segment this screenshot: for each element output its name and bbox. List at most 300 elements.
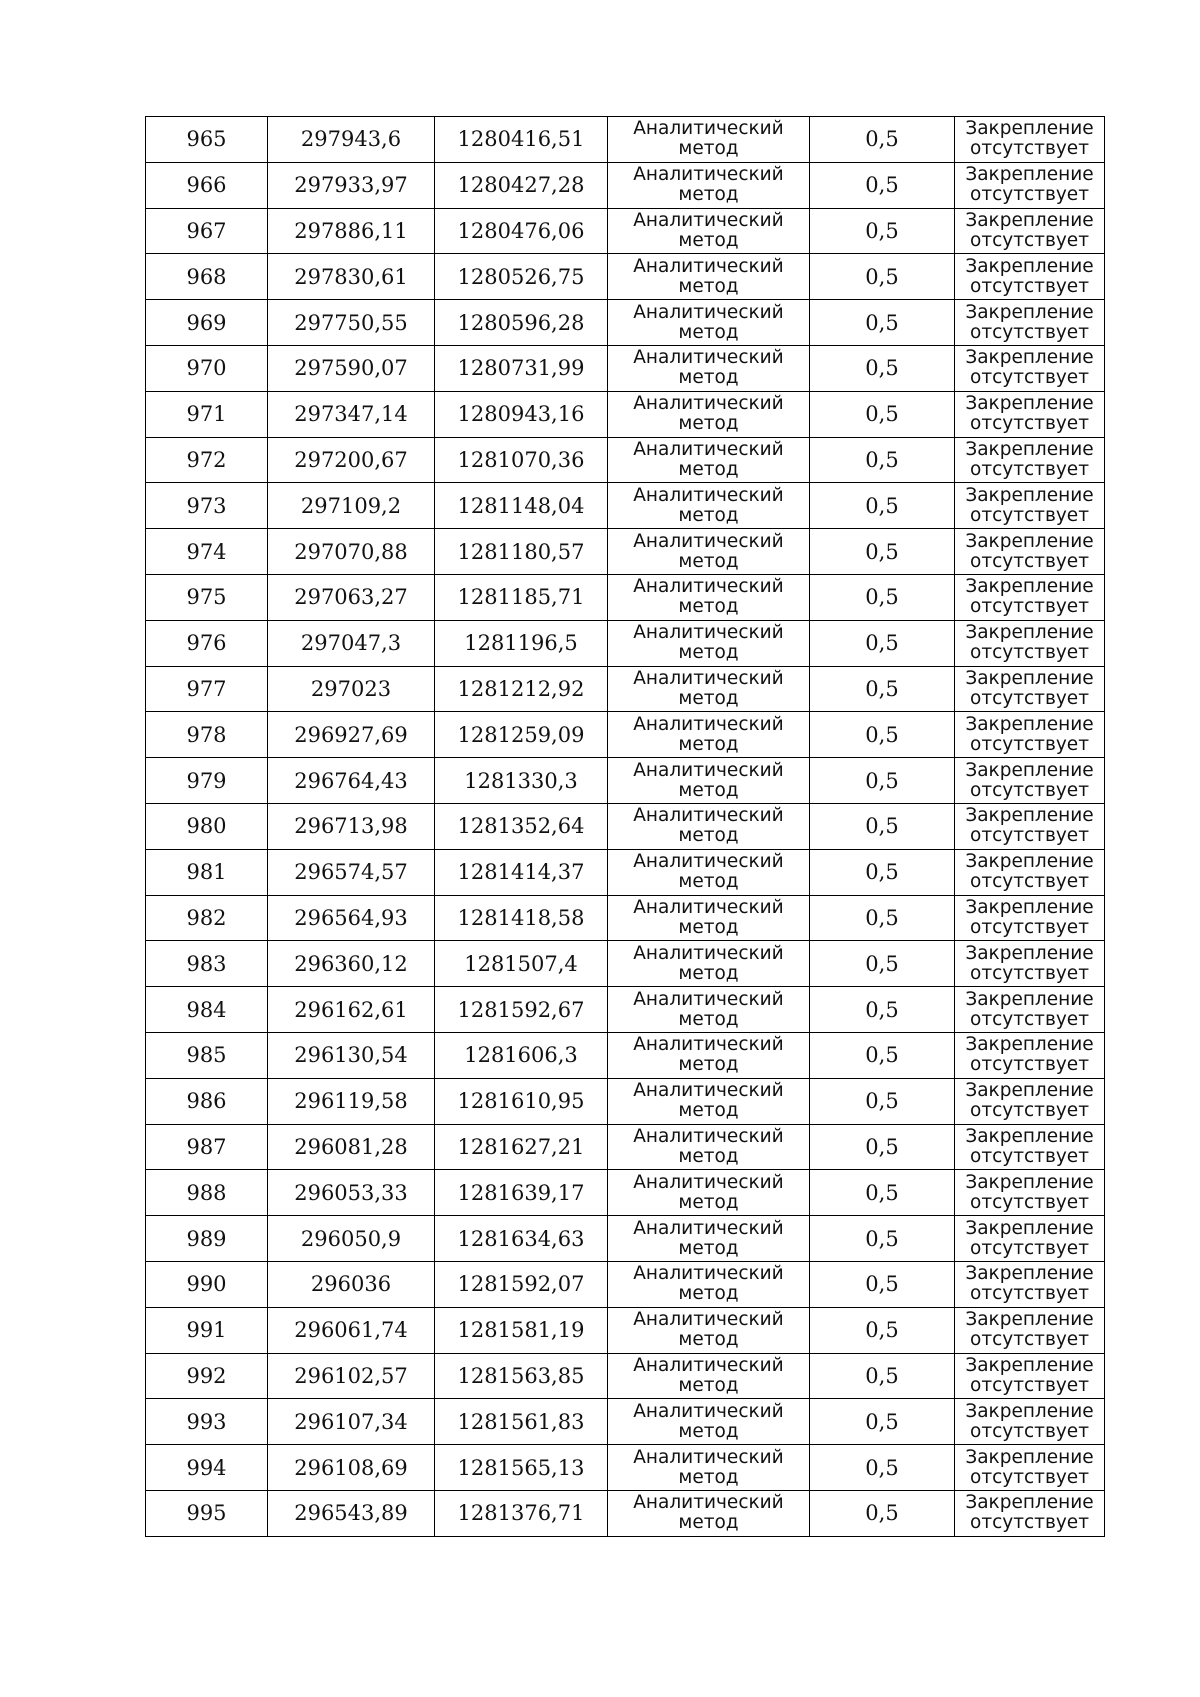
fixing-line-1: Закрепление xyxy=(965,484,1094,506)
x-coordinate-cell: 297590,07 xyxy=(268,345,435,391)
accuracy-cell: 0,5 xyxy=(810,300,955,346)
method-cell xyxy=(608,117,810,163)
method-cell xyxy=(608,1216,810,1262)
method-line-1: Аналитический xyxy=(633,164,784,186)
fixing-line-2: отсутствует xyxy=(970,413,1089,435)
method-line-1: Аналитический xyxy=(633,576,784,598)
table-row xyxy=(146,162,1105,208)
fixing-line-2: отсутствует xyxy=(970,321,1089,343)
method-cell xyxy=(608,849,810,895)
fixing-line-1: Закрепление xyxy=(965,851,1094,873)
fixing-cell xyxy=(955,1078,1105,1124)
method-line-1: Аналитический xyxy=(633,805,784,827)
method-cell xyxy=(608,1445,810,1491)
fixing-line-2: отсутствует xyxy=(970,1374,1089,1396)
y-coordinate-cell: 1281376,71 xyxy=(435,1490,608,1536)
x-coordinate-cell: 296107,34 xyxy=(268,1399,435,1445)
method-cell xyxy=(608,574,810,620)
fixing-line-2: отсутствует xyxy=(970,1329,1089,1351)
method-line-1: Аналитический xyxy=(633,1263,784,1285)
y-coordinate-cell: 1281606,3 xyxy=(435,1032,608,1078)
y-coordinate-cell: 1281639,17 xyxy=(435,1170,608,1216)
table-row xyxy=(146,1490,1105,1536)
y-coordinate-cell: 1281561,83 xyxy=(435,1399,608,1445)
fixing-cell xyxy=(955,162,1105,208)
table-row xyxy=(146,849,1105,895)
method-line-1: Аналитический xyxy=(633,851,784,873)
method-cell xyxy=(608,758,810,804)
fixing-line-2: отсутствует xyxy=(970,1008,1089,1030)
method-cell xyxy=(608,162,810,208)
point-number-cell: 967 xyxy=(146,208,268,254)
method-line-1: Аналитический xyxy=(633,301,784,323)
accuracy-cell: 0,5 xyxy=(810,758,955,804)
x-coordinate-cell: 296162,61 xyxy=(268,987,435,1033)
method-cell xyxy=(608,1032,810,1078)
fixing-line-2: отсутствует xyxy=(970,733,1089,755)
method-cell xyxy=(608,1399,810,1445)
fixing-cell xyxy=(955,254,1105,300)
method-cell xyxy=(608,345,810,391)
x-coordinate-cell: 296081,28 xyxy=(268,1124,435,1170)
accuracy-cell: 0,5 xyxy=(810,574,955,620)
fixing-line-2: отсутствует xyxy=(970,596,1089,618)
y-coordinate-cell: 1281148,04 xyxy=(435,483,608,529)
fixing-line-2: отсутствует xyxy=(970,184,1089,206)
fixing-cell xyxy=(955,437,1105,483)
fixing-cell xyxy=(955,803,1105,849)
accuracy-cell: 0,5 xyxy=(810,1216,955,1262)
method-line-1: Аналитический xyxy=(633,1171,784,1193)
fixing-cell xyxy=(955,1307,1105,1353)
point-number-cell: 966 xyxy=(146,162,268,208)
point-number-cell: 970 xyxy=(146,345,268,391)
method-line-1: Аналитический xyxy=(633,1125,784,1147)
fixing-cell xyxy=(955,529,1105,575)
accuracy-cell: 0,5 xyxy=(810,1353,955,1399)
method-line-1: Аналитический xyxy=(633,484,784,506)
accuracy-cell: 0,5 xyxy=(810,849,955,895)
y-coordinate-cell: 1281414,37 xyxy=(435,849,608,895)
x-coordinate-cell: 297047,3 xyxy=(268,620,435,666)
point-number-cell: 994 xyxy=(146,1445,268,1491)
table-row xyxy=(146,1353,1105,1399)
fixing-line-1: Закрепление xyxy=(965,209,1094,231)
method-cell xyxy=(608,803,810,849)
point-number-cell: 965 xyxy=(146,117,268,163)
method-cell xyxy=(608,1307,810,1353)
fixing-line-2: отсутствует xyxy=(970,1054,1089,1076)
method-line-2: метод xyxy=(678,1191,739,1213)
point-number-cell: 984 xyxy=(146,987,268,1033)
method-line-1: Аналитический xyxy=(633,896,784,918)
method-cell xyxy=(608,208,810,254)
fixing-line-2: отсутствует xyxy=(970,871,1089,893)
method-line-2: метод xyxy=(678,916,739,938)
table-row xyxy=(146,987,1105,1033)
fixing-line-2: отсутствует xyxy=(970,367,1089,389)
fixing-cell xyxy=(955,345,1105,391)
y-coordinate-cell: 1281185,71 xyxy=(435,574,608,620)
method-line-2: метод xyxy=(678,1512,739,1534)
method-line-1: Аналитический xyxy=(633,393,784,415)
table-body xyxy=(146,117,1105,1537)
fixing-cell xyxy=(955,1124,1105,1170)
point-number-cell: 988 xyxy=(146,1170,268,1216)
method-cell xyxy=(608,437,810,483)
fixing-line-1: Закрепление xyxy=(965,1492,1094,1514)
point-number-cell: 982 xyxy=(146,895,268,941)
fixing-line-1: Закрепление xyxy=(965,1125,1094,1147)
table-row xyxy=(146,300,1105,346)
x-coordinate-cell: 296927,69 xyxy=(268,712,435,758)
method-cell xyxy=(608,712,810,758)
x-coordinate-cell: 296360,12 xyxy=(268,941,435,987)
fixing-cell xyxy=(955,758,1105,804)
fixing-line-2: отсутствует xyxy=(970,550,1089,572)
y-coordinate-cell: 1280476,06 xyxy=(435,208,608,254)
accuracy-cell: 0,5 xyxy=(810,162,955,208)
fixing-cell xyxy=(955,208,1105,254)
accuracy-cell: 0,5 xyxy=(810,1490,955,1536)
fixing-line-2: отсутствует xyxy=(970,1466,1089,1488)
accuracy-cell: 0,5 xyxy=(810,483,955,529)
method-cell xyxy=(608,666,810,712)
x-coordinate-cell: 297830,61 xyxy=(268,254,435,300)
fixing-line-1: Закрепление xyxy=(965,438,1094,460)
fixing-cell xyxy=(955,941,1105,987)
method-line-1: Аналитический xyxy=(633,1354,784,1376)
fixing-cell xyxy=(955,620,1105,666)
method-line-1: Аналитический xyxy=(633,759,784,781)
method-cell xyxy=(608,1078,810,1124)
fixing-line-1: Закрепление xyxy=(965,1217,1094,1239)
x-coordinate-cell: 296036 xyxy=(268,1261,435,1307)
method-line-1: Аналитический xyxy=(633,347,784,369)
method-line-2: метод xyxy=(678,229,739,251)
method-line-2: метод xyxy=(678,184,739,206)
x-coordinate-cell: 297347,14 xyxy=(268,391,435,437)
x-coordinate-cell: 296564,93 xyxy=(268,895,435,941)
point-number-cell: 993 xyxy=(146,1399,268,1445)
point-number-cell: 971 xyxy=(146,391,268,437)
method-line-1: Аналитический xyxy=(633,209,784,231)
fixing-line-2: отсутствует xyxy=(970,687,1089,709)
fixing-cell xyxy=(955,1032,1105,1078)
method-line-1: Аналитический xyxy=(633,1400,784,1422)
x-coordinate-cell: 296053,33 xyxy=(268,1170,435,1216)
table-row xyxy=(146,758,1105,804)
method-line-2: метод xyxy=(678,1374,739,1396)
method-line-2: метод xyxy=(678,321,739,343)
y-coordinate-cell: 1281196,5 xyxy=(435,620,608,666)
accuracy-cell: 0,5 xyxy=(810,254,955,300)
method-line-2: метод xyxy=(678,1329,739,1351)
method-line-1: Аналитический xyxy=(633,667,784,689)
y-coordinate-cell: 1281563,85 xyxy=(435,1353,608,1399)
fixing-line-1: Закрепление xyxy=(965,576,1094,598)
method-cell xyxy=(608,529,810,575)
fixing-line-1: Закрепление xyxy=(965,255,1094,277)
fixing-line-2: отсутствует xyxy=(970,1237,1089,1259)
x-coordinate-cell: 297070,88 xyxy=(268,529,435,575)
x-coordinate-cell: 296764,43 xyxy=(268,758,435,804)
fixing-line-2: отсутствует xyxy=(970,779,1089,801)
y-coordinate-cell: 1281070,36 xyxy=(435,437,608,483)
table-row xyxy=(146,1032,1105,1078)
method-line-2: метод xyxy=(678,825,739,847)
fixing-line-2: отсутствует xyxy=(970,1420,1089,1442)
fixing-line-1: Закрепление xyxy=(965,1263,1094,1285)
accuracy-cell: 0,5 xyxy=(810,987,955,1033)
method-line-1: Аналитический xyxy=(633,118,784,140)
point-number-cell: 969 xyxy=(146,300,268,346)
table-row xyxy=(146,1170,1105,1216)
coordinates-table xyxy=(145,116,1105,1537)
method-cell xyxy=(608,1170,810,1216)
point-number-cell: 991 xyxy=(146,1307,268,1353)
fixing-cell xyxy=(955,1490,1105,1536)
method-line-2: метод xyxy=(678,1145,739,1167)
method-line-2: метод xyxy=(678,1100,739,1122)
y-coordinate-cell: 1281592,67 xyxy=(435,987,608,1033)
accuracy-cell: 0,5 xyxy=(810,1307,955,1353)
y-coordinate-cell: 1281418,58 xyxy=(435,895,608,941)
point-number-cell: 995 xyxy=(146,1490,268,1536)
method-cell xyxy=(608,941,810,987)
accuracy-cell: 0,5 xyxy=(810,1445,955,1491)
fixing-line-1: Закрепление xyxy=(965,347,1094,369)
method-line-1: Аналитический xyxy=(633,1217,784,1239)
point-number-cell: 977 xyxy=(146,666,268,712)
accuracy-cell: 0,5 xyxy=(810,803,955,849)
fixing-line-1: Закрепление xyxy=(965,759,1094,781)
x-coordinate-cell: 296543,89 xyxy=(268,1490,435,1536)
point-number-cell: 972 xyxy=(146,437,268,483)
point-number-cell: 974 xyxy=(146,529,268,575)
method-line-1: Аналитический xyxy=(633,622,784,644)
method-line-1: Аналитический xyxy=(633,438,784,460)
table-row xyxy=(146,1445,1105,1491)
method-line-2: метод xyxy=(678,275,739,297)
fixing-cell xyxy=(955,1170,1105,1216)
fixing-line-2: отсутствует xyxy=(970,504,1089,526)
method-line-2: метод xyxy=(678,1466,739,1488)
fixing-cell xyxy=(955,1261,1105,1307)
method-line-2: метод xyxy=(678,138,739,160)
fixing-line-2: отсутствует xyxy=(970,1100,1089,1122)
fixing-line-2: отсутствует xyxy=(970,825,1089,847)
point-number-cell: 983 xyxy=(146,941,268,987)
fixing-cell xyxy=(955,391,1105,437)
method-line-2: метод xyxy=(678,413,739,435)
y-coordinate-cell: 1281212,92 xyxy=(435,666,608,712)
method-cell xyxy=(608,1353,810,1399)
y-coordinate-cell: 1280427,28 xyxy=(435,162,608,208)
fixing-line-1: Закрепление xyxy=(965,1354,1094,1376)
method-line-1: Аналитический xyxy=(633,1492,784,1514)
fixing-line-1: Закрепление xyxy=(965,896,1094,918)
accuracy-cell: 0,5 xyxy=(810,941,955,987)
y-coordinate-cell: 1280526,75 xyxy=(435,254,608,300)
method-cell xyxy=(608,620,810,666)
fixing-line-1: Закрепление xyxy=(965,1080,1094,1102)
fixing-line-1: Закрепление xyxy=(965,301,1094,323)
x-coordinate-cell: 296102,57 xyxy=(268,1353,435,1399)
method-cell xyxy=(608,1124,810,1170)
method-cell xyxy=(608,391,810,437)
x-coordinate-cell: 296130,54 xyxy=(268,1032,435,1078)
fixing-cell xyxy=(955,895,1105,941)
point-number-cell: 968 xyxy=(146,254,268,300)
method-line-2: метод xyxy=(678,504,739,526)
point-number-cell: 990 xyxy=(146,1261,268,1307)
method-line-2: метод xyxy=(678,962,739,984)
point-number-cell: 973 xyxy=(146,483,268,529)
y-coordinate-cell: 1281627,21 xyxy=(435,1124,608,1170)
method-cell xyxy=(608,300,810,346)
fixing-cell xyxy=(955,987,1105,1033)
fixing-line-2: отсутствует xyxy=(970,1512,1089,1534)
method-cell xyxy=(608,483,810,529)
point-number-cell: 979 xyxy=(146,758,268,804)
fixing-cell xyxy=(955,483,1105,529)
fixing-line-1: Закрепление xyxy=(965,1400,1094,1422)
accuracy-cell: 0,5 xyxy=(810,1261,955,1307)
point-number-cell: 992 xyxy=(146,1353,268,1399)
method-line-2: метод xyxy=(678,367,739,389)
method-line-1: Аналитический xyxy=(633,713,784,735)
y-coordinate-cell: 1281507,4 xyxy=(435,941,608,987)
method-line-2: метод xyxy=(678,733,739,755)
method-line-2: метод xyxy=(678,596,739,618)
x-coordinate-cell: 297943,6 xyxy=(268,117,435,163)
x-coordinate-cell: 296061,74 xyxy=(268,1307,435,1353)
table-row xyxy=(146,437,1105,483)
method-line-1: Аналитический xyxy=(633,1446,784,1468)
y-coordinate-cell: 1281352,64 xyxy=(435,803,608,849)
fixing-line-2: отсутствует xyxy=(970,642,1089,664)
fixing-cell xyxy=(955,300,1105,346)
method-line-1: Аналитический xyxy=(633,1034,784,1056)
x-coordinate-cell: 296108,69 xyxy=(268,1445,435,1491)
method-line-1: Аналитический xyxy=(633,1309,784,1331)
point-number-cell: 987 xyxy=(146,1124,268,1170)
fixing-cell xyxy=(955,712,1105,758)
table-row xyxy=(146,574,1105,620)
accuracy-cell: 0,5 xyxy=(810,437,955,483)
fixing-line-1: Закрепление xyxy=(965,393,1094,415)
fixing-line-1: Закрепление xyxy=(965,713,1094,735)
accuracy-cell: 0,5 xyxy=(810,1124,955,1170)
fixing-line-1: Закрепление xyxy=(965,118,1094,140)
fixing-line-1: Закрепление xyxy=(965,805,1094,827)
method-cell xyxy=(608,1261,810,1307)
method-line-2: метод xyxy=(678,642,739,664)
accuracy-cell: 0,5 xyxy=(810,895,955,941)
point-number-cell: 985 xyxy=(146,1032,268,1078)
table-row xyxy=(146,529,1105,575)
y-coordinate-cell: 1281581,19 xyxy=(435,1307,608,1353)
accuracy-cell: 0,5 xyxy=(810,529,955,575)
x-coordinate-cell: 297750,55 xyxy=(268,300,435,346)
fixing-line-1: Закрепление xyxy=(965,622,1094,644)
method-cell xyxy=(608,987,810,1033)
method-line-1: Аналитический xyxy=(633,942,784,964)
table-row xyxy=(146,712,1105,758)
fixing-line-1: Закрепление xyxy=(965,942,1094,964)
x-coordinate-cell: 296050,9 xyxy=(268,1216,435,1262)
fixing-line-2: отсутствует xyxy=(970,1145,1089,1167)
table-row xyxy=(146,666,1105,712)
accuracy-cell: 0,5 xyxy=(810,391,955,437)
y-coordinate-cell: 1281180,57 xyxy=(435,529,608,575)
accuracy-cell: 0,5 xyxy=(810,1032,955,1078)
method-line-1: Аналитический xyxy=(633,530,784,552)
x-coordinate-cell: 297933,97 xyxy=(268,162,435,208)
fixing-line-2: отсутствует xyxy=(970,229,1089,251)
fixing-line-1: Закрепление xyxy=(965,667,1094,689)
table-row xyxy=(146,208,1105,254)
method-line-2: метод xyxy=(678,1008,739,1030)
accuracy-cell: 0,5 xyxy=(810,1078,955,1124)
y-coordinate-cell: 1280943,16 xyxy=(435,391,608,437)
table-row xyxy=(146,1261,1105,1307)
fixing-line-1: Закрепление xyxy=(965,1446,1094,1468)
y-coordinate-cell: 1281259,09 xyxy=(435,712,608,758)
x-coordinate-cell: 297886,11 xyxy=(268,208,435,254)
point-number-cell: 989 xyxy=(146,1216,268,1262)
accuracy-cell: 0,5 xyxy=(810,666,955,712)
table-row xyxy=(146,1216,1105,1262)
fixing-line-1: Закрепление xyxy=(965,164,1094,186)
point-number-cell: 978 xyxy=(146,712,268,758)
method-line-2: метод xyxy=(678,1420,739,1442)
table-row xyxy=(146,620,1105,666)
fixing-cell xyxy=(955,1353,1105,1399)
method-line-2: метод xyxy=(678,871,739,893)
fixing-cell xyxy=(955,849,1105,895)
fixing-line-2: отсутствует xyxy=(970,916,1089,938)
fixing-line-2: отсутствует xyxy=(970,458,1089,480)
point-number-cell: 975 xyxy=(146,574,268,620)
accuracy-cell: 0,5 xyxy=(810,1170,955,1216)
accuracy-cell: 0,5 xyxy=(810,1399,955,1445)
table-row xyxy=(146,345,1105,391)
table-row xyxy=(146,803,1105,849)
fixing-cell xyxy=(955,666,1105,712)
table-row xyxy=(146,1307,1105,1353)
x-coordinate-cell: 297023 xyxy=(268,666,435,712)
y-coordinate-cell: 1281610,95 xyxy=(435,1078,608,1124)
x-coordinate-cell: 296713,98 xyxy=(268,803,435,849)
method-line-2: метод xyxy=(678,779,739,801)
table-row xyxy=(146,391,1105,437)
fixing-line-2: отсутствует xyxy=(970,275,1089,297)
table-row xyxy=(146,1078,1105,1124)
table-row xyxy=(146,483,1105,529)
fixing-line-2: отсутствует xyxy=(970,1283,1089,1305)
point-number-cell: 976 xyxy=(146,620,268,666)
y-coordinate-cell: 1281330,3 xyxy=(435,758,608,804)
table-row xyxy=(146,1399,1105,1445)
y-coordinate-cell: 1281634,63 xyxy=(435,1216,608,1262)
fixing-line-2: отсутствует xyxy=(970,962,1089,984)
method-cell xyxy=(608,254,810,300)
method-cell xyxy=(608,1490,810,1536)
x-coordinate-cell: 297063,27 xyxy=(268,574,435,620)
y-coordinate-cell: 1281592,07 xyxy=(435,1261,608,1307)
